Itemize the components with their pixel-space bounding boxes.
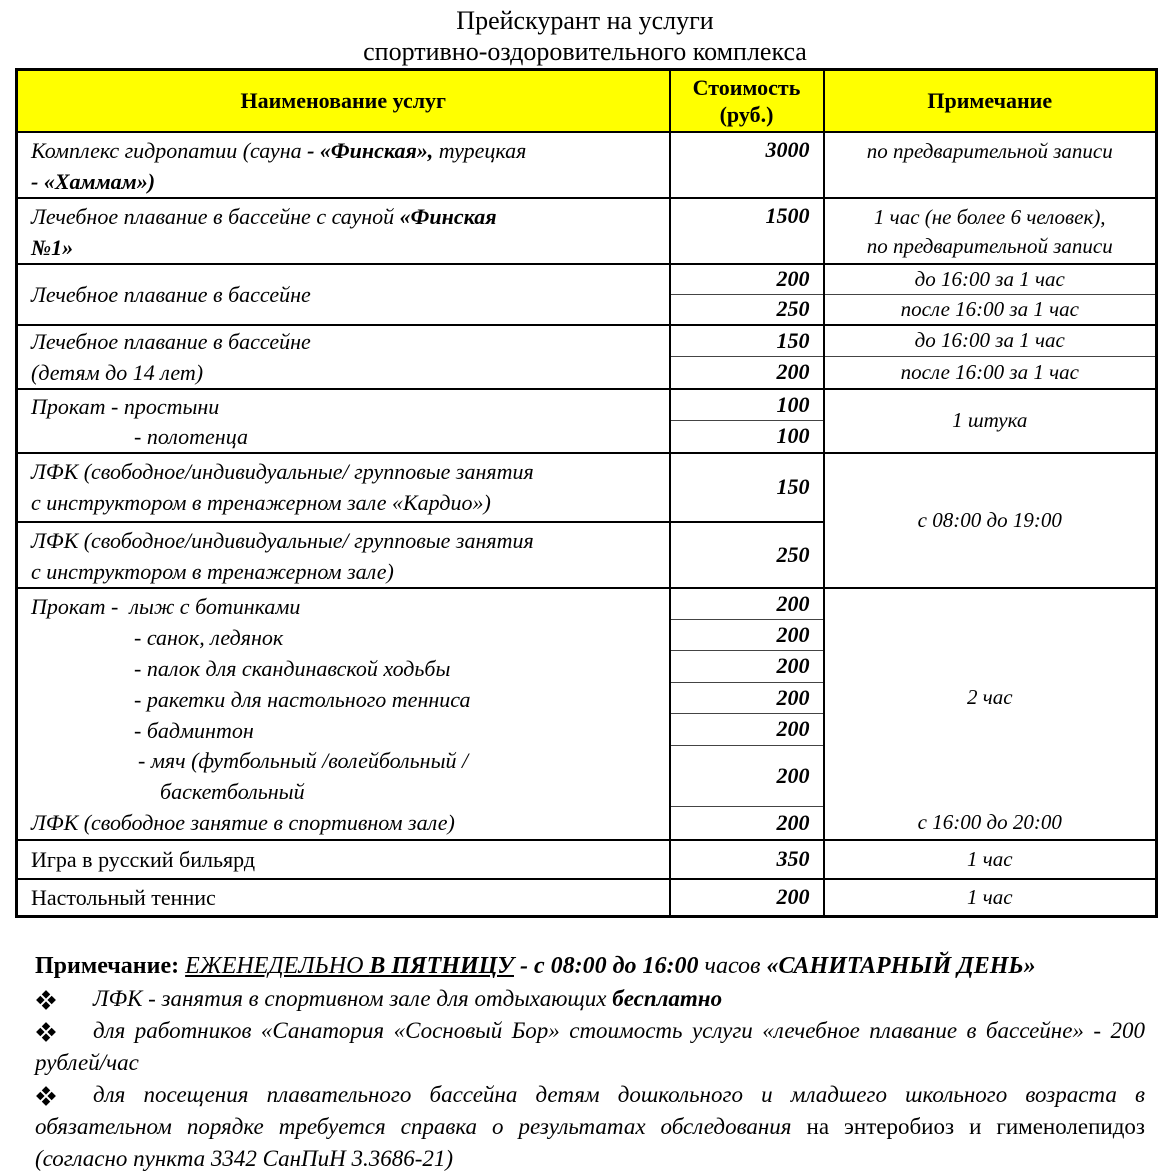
footnote-staff-price <box>35 1015 1145 1079</box>
service-name-rent-sport <box>17 588 670 840</box>
note-hydropathy: по предварительной записи <box>824 132 1157 198</box>
table-header-row <box>17 70 1157 132</box>
footnote-lfk-free <box>35 983 1145 1015</box>
price-swim-after16: 250 <box>670 294 824 325</box>
service-name-swim-sauna: Лечебное плавание в бассейне с сауной «Финская №1» <box>17 198 670 264</box>
price-swim-kids-before16: 150 <box>670 325 824 357</box>
note-swim-before16: до 16:00 за 1 час <box>824 264 1157 295</box>
table-row-swim-a <box>17 264 1157 295</box>
price-tennis: 200 <box>670 879 824 917</box>
title-line-2: спортивно-оздоровительного комплекса <box>363 37 807 66</box>
footnote-kids-certificate <box>35 1079 1145 1175</box>
price-lfk-sport: 200 <box>670 807 824 840</box>
price-rent-rackets: 200 <box>670 682 824 714</box>
price-rent-sheets: 100 <box>670 389 824 421</box>
rent-sport-line-ball-2: баскетбольный <box>160 778 305 804</box>
column-header-price-line1: Стоимость <box>692 74 801 100</box>
price-rent-badminton: 200 <box>670 714 824 746</box>
column-header-price-line2: (руб.) <box>719 101 774 127</box>
note-billiards: 1 час <box>824 840 1157 879</box>
note-swim-after16: после 16:00 за 1 час <box>824 294 1157 325</box>
note-swim-sauna: 1 час (не более 6 человек), по предварительной записи <box>824 198 1157 264</box>
note-rent-sport: 2 час <box>824 588 1157 807</box>
diamond-bullet-icon <box>36 1086 56 1106</box>
footnote-kids-certificate-text: для посещения плавательного бассейна детям дошкольного и младшего школьного возраста в обязательном порядке требуется справка о результатах обследования на энтеробиоз и гименолепидоз (согласно пункта 3342 СанПиН 3.3686-21) <box>35 1082 1145 1171</box>
title-line-1: Прейскурант на услуги <box>456 6 714 35</box>
note-tennis: 1 час <box>824 879 1157 917</box>
table-row-hydropathy <box>17 132 1157 198</box>
rent-linen-line-towels: - полотенца <box>134 423 248 449</box>
table-row-swim-sauna <box>17 198 1157 264</box>
rent-sport-line-sleds: - санок, ледянок <box>134 624 284 650</box>
column-header-note: Примечание <box>824 70 1157 132</box>
price-lfk-gym: 250 <box>670 522 824 588</box>
service-name-lfk-cardio: ЛФК (свободное/индивидуальные/ групповые занятия с инструктором в тренажерном зале «Кардио») <box>17 453 670 522</box>
rent-sport-line-ball-1: - мяч (футбольный /волейбольный / <box>138 747 469 773</box>
diamond-bullet-icon <box>36 990 56 1010</box>
service-name-lfk-gym: ЛФК (свободное/индивидуальные/ групповые занятия с инструктором в тренажерном зале) <box>17 522 670 588</box>
table-row-rent-linen-a <box>17 389 1157 421</box>
service-name-swim: Лечебное плавание в бассейне <box>17 264 670 325</box>
price-hydropathy: 3000 <box>670 132 824 198</box>
table-row-rent-sport <box>17 588 1157 620</box>
note-lfk-shared: с 08:00 до 19:00 <box>824 453 1157 588</box>
column-header-price <box>670 70 824 132</box>
price-swim-kids-after16: 200 <box>670 357 824 389</box>
rent-sport-line-poles: - палок для скандинавской ходьбы <box>134 655 451 681</box>
rent-sport-line-badminton: - бадминтон <box>134 717 254 743</box>
table-row-lfk-cardio <box>17 453 1157 522</box>
document-title <box>15 0 1155 68</box>
footnotes-section <box>35 950 1145 1175</box>
note-rent-linen: 1 штука <box>824 389 1157 453</box>
note-lfk-sport: с 16:00 до 20:00 <box>824 807 1157 840</box>
service-name-tennis: Настольный теннис <box>17 879 670 917</box>
price-table <box>15 68 1158 918</box>
footnote-lfk-free-text: ЛФК - занятия в спортивном зале для отдыхающих бесплатно <box>93 986 723 1011</box>
service-name-swim-kids: Лечебное плавание в бассейне (детям до 14 лет) <box>17 325 670 389</box>
table-row-tennis <box>17 879 1157 917</box>
price-rent-poles: 200 <box>670 651 824 683</box>
diamond-bullet-icon <box>36 1022 56 1042</box>
price-rent-ball: 200 <box>670 745 824 807</box>
footnote-staff-price-text: для работников «Санатория «Сосновый Бор» стоимость услуги «лечебное плавание в бассейне» - 200 рублей/час <box>35 1018 1145 1075</box>
price-swim-sauna: 1500 <box>670 198 824 264</box>
service-name-hydropathy: Комплекс гидропатии (сауна - «Финская», турецкая - «Хаммам») <box>17 132 670 198</box>
table-row-billiards <box>17 840 1157 879</box>
price-rent-towels: 100 <box>670 421 824 453</box>
service-name-rent-linen <box>17 389 670 453</box>
sanitary-day-note: Примечание: ЕЖЕНЕДЕЛЬНО В ПЯТНИЦУ - с 08:00 до 16:00 часов «САНИТАРНЫЙ ДЕНЬ» <box>35 953 1036 979</box>
column-header-service-name: Наименование услуг <box>17 70 670 132</box>
note-swim-kids-after16: после 16:00 за 1 час <box>824 357 1157 389</box>
service-name-lfk-sport: ЛФК (свободное занятие в спортивном зале) <box>31 809 455 835</box>
price-billiards: 350 <box>670 840 824 879</box>
rent-linen-line-sheets: Прокат - простыни <box>31 393 220 419</box>
price-rent-sleds: 200 <box>670 619 824 651</box>
price-lfk-cardio: 150 <box>670 453 824 522</box>
price-rent-skis: 200 <box>670 588 824 620</box>
service-name-billiards: Игра в русский бильярд <box>17 840 670 879</box>
table-row-swim-kids-a <box>17 325 1157 357</box>
note-swim-kids-before16: до 16:00 за 1 час <box>824 325 1157 357</box>
rent-sport-line-skis: Прокат - лыж с ботинками <box>31 593 301 619</box>
price-swim-before16: 200 <box>670 264 824 295</box>
rent-sport-line-rackets: - ракетки для настольного тенниса <box>134 686 471 712</box>
